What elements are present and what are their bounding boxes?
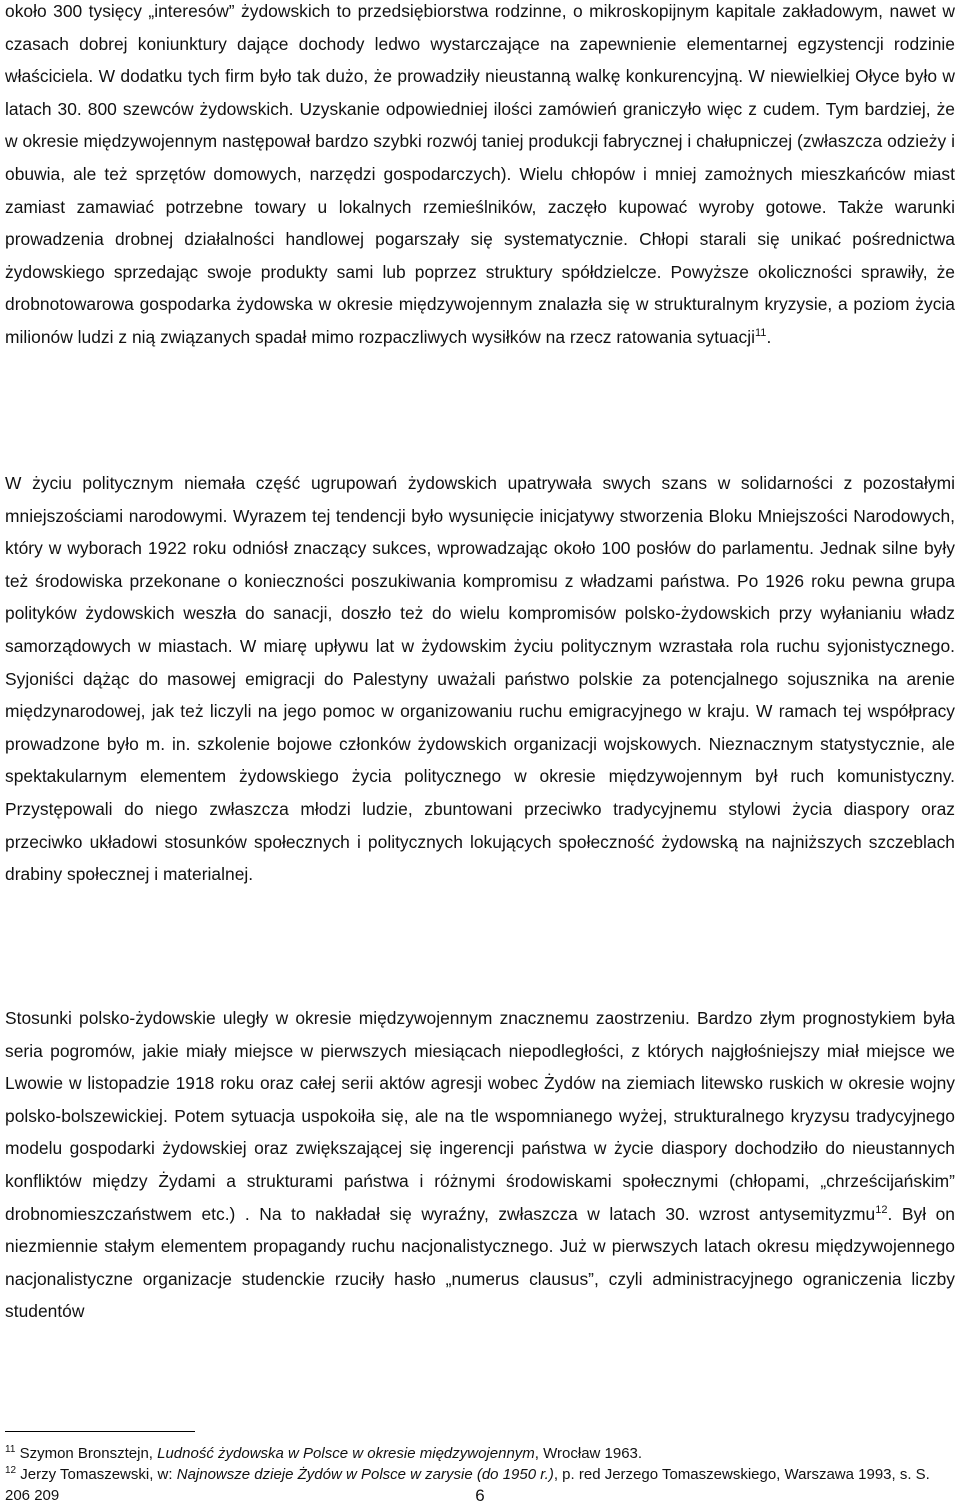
footnote-author: Jerzy Tomaszewski, w:	[20, 1466, 177, 1483]
paragraph-relations-text: Stosunki polsko-żydowskie uległy w okresie międzywojennym znacznemu zaostrzeniu. Bardzo złym prognostykiem była seria pogromów, jakie miały miejsce w pierwszych miesiącach niepodległości, z których najgłośniejszy miał miejsce we Lwowie w listopadzie 1918 roku oraz całej serii aktów agresji wobec Żydów na ziemiach litewsko ruskich w okresie wojny polsko-bolszewickiej. Potem sytuacja uspokoiła się, ale na tle wspomnianego wyżej, strukturalnego kryzysu tradycyjnego modelu gospodarki żydowskiej oraz zwiększającej się ingerencji państwa w życie diaspory dochodziło do nieustannych konfliktów między Żydami a strukturami państwa i różnymi środowiskami społecznymi (chłopami, „chrześcijańskim” drobnomieszczaństwem etc.) . Na to nakładał się wyraźny, zwłaszcza w latach 30. wzrost antysemityzmu	[5, 1008, 955, 1224]
footnote-details: , p. red Jerzego Tomaszewskiego, Warszawa 1993, s. S. 206 209	[5, 1466, 930, 1504]
paragraph-politics: W życiu politycznym niemała część ugrupowań żydowskich upatrywała swych szans w solidarności z pozostałymi mniejszościami narodowymi. Wyrazem tej tendencji było wysunięcie inicjatywy stworzenia Bloku Mniejszości Narodowych, który w wyborach 1922 roku odniósł znaczący sukces, wprowadzając około 100 posłów do parlamentu. Jednak silne były też środowiska przekonane o konieczności poszukiwania kompromisu z władzami państwa. Po 1926 roku pewna grupa polityków żydowskich weszła do sanacji, doszło też do wielu kompromisów polsko-żydowskich przy wyłanianiu władz samorządowych w miastach. W miarę upływu lat w żydowskim życiu politycznym wzrastała rola ruchu syjonistycznego. Syjoniści dążąc do masowej emigracji do Palestyny uważali państwo polskie za potencjalnego sojusznika na arenie międzynarodowej, jak też liczyli na jego pomoc w organizowaniu ruchu emigracyjnego w kraju. W ramach tej współpracy prowadzone było m. in. szkolenie bojowe członków żydowskich organizacji wojskowych. Nieznacznym statystycznie, ale spektakularnym elementem żydowskiego życia politycznego w okresie międzywojennym był ruch komunistyczny. Przystępowali do niego zwłaszcza młodzi ludzie, zbuntowani przeciwko tradycyjnemu stylowi życia diaspory oraz przeciwko układowi stosunków społecznych i politycznych lokujących społeczność żydowską na najniższych szczeblach drabiny społecznej i materialnej.	[5, 473, 955, 885]
paragraph-relations	[5, 1002, 955, 1328]
paragraph-economy-end: .	[766, 326, 772, 347]
footnote-11	[5, 1443, 945, 1464]
footnote-number: 12	[5, 1465, 17, 1476]
footnote-title: Ludność żydowska w Polsce w okresie międzywojennym	[157, 1445, 535, 1462]
footnote-title: Najnowsze dzieje Żydów w Polsce w zarysie (do 1950 r.)	[176, 1466, 554, 1483]
footnote-divider	[5, 1431, 195, 1432]
footnote-ref-12[interactable]: 12	[875, 1203, 888, 1216]
footnote-number: 11	[5, 1444, 16, 1455]
footnote-ref-11[interactable]: 11	[754, 326, 767, 339]
page-number: 6	[475, 1486, 485, 1505]
footnote-author: Szymon Bronsztejn,	[19, 1445, 158, 1462]
paragraph-relations-end: . Był on niezmiennie stałym elementem propagandy ruchu nacjonalistycznego. Już w pierwszych latach okresu międzywojennego nacjonalistyczne organizacje studenckie rzuciły hasło „numerus clausus”, czyli administracyjnego ograniczenia liczby studentów	[5, 1203, 955, 1322]
paragraph-economy	[5, 0, 955, 354]
paragraph-economy-text: około 300 tysięcy „interesów” żydowskich to przedsiębiorstwa rodzinne, o mikroskopijnym kapitale zakładowym, nawet w czasach dobrej koniunktury dające dochody ledwo wystarczające na zapewnienie elementarnej egzystencji rodzinie właściciela. W dodatku tych firm było tak dużo, że prowadziły nieustanną walkę konkurencyjną. W niewielkiej Ołyce było w latach 30. 800 szewców żydowskich. Uzyskanie odpowiedniej ilości zamówień graniczyło więc z cudem. Tym bardziej, że w okresie międzywojennym następował bardzo szybki rozwój taniej produkcji fabrycznej i chałupniczej (zwłaszcza odzieży i obuwia, ale też sprzętów domowych, narzędzi gospodarczych). Wielu chłopów i mniej zamożnych mieszkańców miast zamiast zamawiać potrzebne towary u lokalnych rzemieślników, zaczęło kupować wyroby gotowe. Także warunki prowadzenia drobnej działalności handlowej pogarszały się systematycznie. Chłopi starali się unikać pośrednictwa żydowskiego sprzedając swoje produkty sami lub poprzez struktury spółdzielcze. Powyższe okoliczności sprawiły, że drobnotowarowa gospodarka żydowska w okresie międzywojennym znalazła się w strukturalnym kryzysie, a poziom życia milionów ludzi z nią związanych spadał mimo rozpaczliwych wysiłków na rzecz ratowania sytuacji	[5, 1, 955, 347]
footnote-details: , Wrocław 1963.	[534, 1445, 643, 1462]
